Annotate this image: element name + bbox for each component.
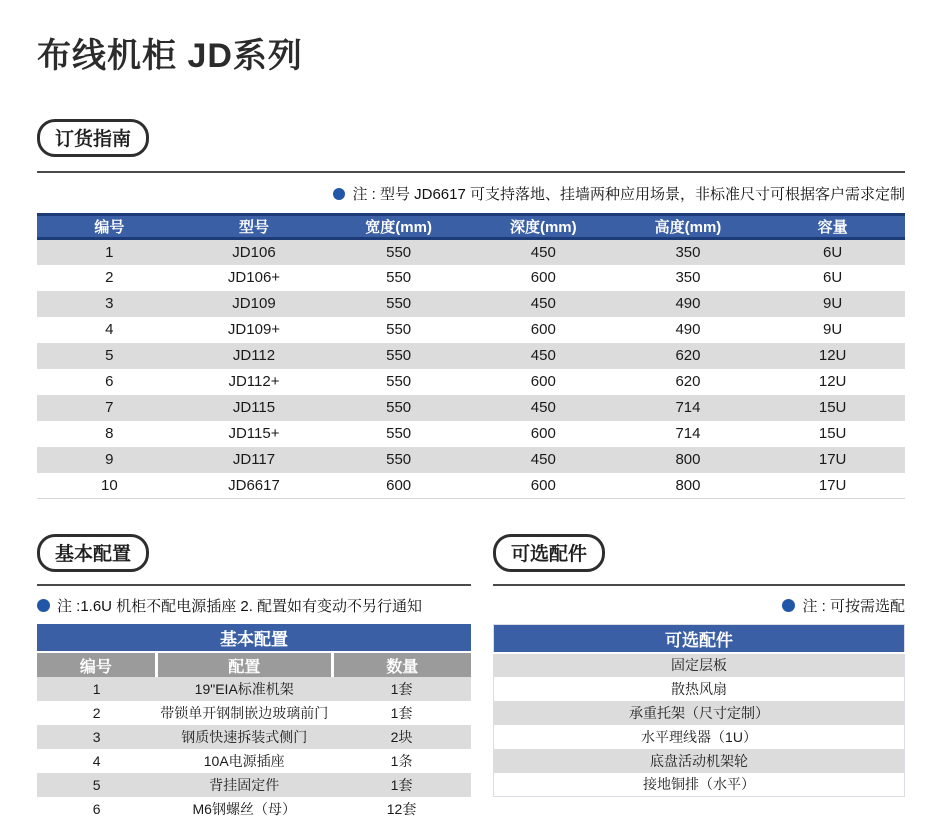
table-cell: 600 — [530, 373, 556, 390]
table-cell: 17U — [760, 473, 905, 499]
basic-config-table-title: 基本配置 — [37, 624, 471, 652]
table-cell: 620 — [616, 343, 761, 369]
basic-config-header-row — [37, 652, 471, 677]
table-cell: JD115+ — [228, 425, 280, 442]
table-cell: 水平理线器（1U） — [641, 728, 757, 745]
table-row — [37, 395, 905, 421]
table-row — [494, 725, 905, 749]
optional-parts-table-title-row — [494, 625, 905, 653]
table-cell: 4 — [92, 753, 101, 769]
ordering-table — [37, 213, 905, 499]
table-cell: 19"EIA标准机架 — [156, 677, 332, 701]
ordering-table-body — [37, 239, 905, 499]
table-row — [494, 749, 905, 773]
page-title: 布线机柜 JD系列 — [37, 37, 303, 75]
table-cell: 490 — [675, 321, 701, 338]
table-row — [37, 317, 905, 343]
optional-parts-badge: 可选配件 — [493, 534, 605, 572]
table-row — [494, 653, 905, 677]
table-row — [37, 473, 905, 499]
table-cell: 550 — [386, 269, 412, 286]
table-cell: 1套 — [332, 677, 471, 701]
table-cell: 550 — [326, 291, 471, 317]
table-cell: JD115 — [182, 395, 327, 421]
bullet-icon — [37, 599, 50, 612]
table-cell: 2 — [105, 269, 114, 286]
bullet-icon — [333, 188, 345, 200]
table-cell: 12套 — [386, 801, 417, 817]
table-cell: JD112+ — [228, 373, 280, 390]
table-row — [37, 749, 471, 773]
table-cell: 12U — [760, 343, 905, 369]
table-row — [37, 291, 905, 317]
table-cell: 6U — [823, 269, 843, 286]
column-header: 编号 — [37, 652, 156, 677]
column-header: 编号 — [37, 215, 182, 239]
table-cell: 490 — [616, 291, 761, 317]
table-cell: 承重托架（尺寸定制） — [494, 701, 905, 725]
table-cell: 350 — [616, 239, 761, 265]
table-cell: 8 — [105, 425, 114, 442]
section-ordering — [37, 77, 905, 499]
table-cell: 3 — [37, 291, 182, 317]
table-row — [37, 343, 905, 369]
ordering-header-row — [37, 215, 905, 239]
basic-config-badge: 基本配置 — [37, 534, 149, 572]
table-cell: 5 — [37, 773, 156, 797]
table-cell: JD109+ — [227, 321, 281, 338]
table-cell: 350 — [675, 269, 701, 286]
table-cell: 钢质快速拆装式侧门 — [156, 725, 332, 749]
optional-parts-table-title: 可选配件 — [494, 625, 905, 653]
table-row — [37, 421, 905, 447]
table-row — [37, 677, 471, 701]
table-cell: 9U — [760, 291, 905, 317]
table-cell: JD117 — [182, 447, 327, 473]
table-row — [37, 369, 905, 395]
table-cell: 550 — [326, 447, 471, 473]
optional-parts-divider — [493, 584, 905, 586]
table-cell: 714 — [616, 395, 761, 421]
table-cell: 450 — [471, 447, 616, 473]
table-cell: 4 — [105, 321, 114, 338]
section-basic-config — [37, 534, 471, 821]
table-cell: JD106+ — [227, 269, 281, 286]
table-row — [37, 701, 471, 725]
table-cell: 2块 — [332, 725, 471, 749]
table-cell: 550 — [386, 373, 412, 390]
optional-parts-table-head — [494, 625, 905, 653]
table-row — [37, 447, 905, 473]
table-cell: 550 — [386, 425, 412, 442]
ordering-note — [37, 183, 905, 204]
table-cell: JD112 — [182, 343, 327, 369]
table-cell: 固定层板 — [494, 653, 905, 677]
ordering-divider — [37, 171, 905, 173]
table-cell: JD6617 — [182, 473, 327, 499]
table-cell: 600 — [326, 473, 471, 499]
table-row — [37, 773, 471, 797]
table-cell: 450 — [471, 239, 616, 265]
table-row — [37, 725, 471, 749]
optional-parts-table-body — [494, 653, 905, 797]
column-header: 高度(mm) — [616, 215, 761, 239]
table-cell: 2 — [92, 705, 101, 721]
table-cell: 450 — [471, 291, 616, 317]
table-cell: 800 — [616, 447, 761, 473]
table-row — [494, 677, 905, 701]
table-cell: 9 — [37, 447, 182, 473]
basic-config-divider — [37, 584, 471, 586]
table-row — [37, 797, 471, 821]
bullet-icon — [782, 599, 795, 612]
table-cell: 接地铜排（水平） — [643, 776, 755, 793]
table-cell: 1 — [37, 677, 156, 701]
table-cell: 1套 — [332, 773, 471, 797]
table-cell: 10 — [37, 473, 182, 499]
table-cell: 6 — [92, 801, 101, 817]
table-cell: JD109 — [182, 291, 327, 317]
table-cell: 底盘活动机架轮 — [494, 749, 905, 773]
table-cell: 散热风扇 — [671, 680, 727, 697]
ordering-note-text: 注 : 型号 JD6617 可支持落地、挂墙两种应用场景，非标准尺寸可根据客户需求定制 — [352, 186, 905, 203]
basic-config-note — [37, 595, 471, 616]
table-cell: 714 — [675, 425, 701, 442]
optional-parts-note-text: 注 : 可按需选配 — [802, 598, 905, 615]
table-cell: 9U — [823, 321, 843, 338]
section-optional-parts — [493, 534, 905, 821]
basic-config-table-body — [37, 677, 471, 821]
table-cell: 600 — [530, 425, 556, 442]
table-cell: 600 — [530, 269, 556, 286]
table-cell: JD106 — [182, 239, 327, 265]
table-cell: 3 — [37, 725, 156, 749]
basic-config-note-text: 注 :1.6U 机柜不配电源插座 2. 配置如有变动不另行通知 — [57, 598, 423, 615]
table-cell: 15U — [760, 395, 905, 421]
table-cell: 550 — [326, 395, 471, 421]
column-header: 型号 — [182, 215, 327, 239]
ordering-table-head — [37, 215, 905, 239]
table-cell: 620 — [675, 373, 701, 390]
table-cell: 550 — [386, 321, 412, 338]
column-header: 配置 — [156, 652, 332, 677]
table-cell: 6 — [105, 373, 114, 390]
table-cell: 550 — [326, 343, 471, 369]
table-cell: 450 — [471, 343, 616, 369]
table-cell: 450 — [471, 395, 616, 421]
optional-parts-table — [493, 624, 905, 797]
table-cell: 10A电源插座 — [203, 753, 285, 769]
table-cell: 550 — [326, 239, 471, 265]
table-row — [37, 239, 905, 265]
table-cell: 12U — [818, 373, 847, 390]
table-cell: 600 — [530, 321, 556, 338]
table-cell: 600 — [471, 473, 616, 499]
ordering-badge: 订货指南 — [37, 119, 149, 157]
table-cell: 5 — [37, 343, 182, 369]
table-cell: 15U — [818, 425, 847, 442]
optional-parts-note — [493, 595, 905, 616]
table-cell: 17U — [760, 447, 905, 473]
table-cell: 1套 — [390, 705, 413, 721]
table-cell: M6钢螺丝（母） — [192, 801, 296, 817]
table-row — [37, 265, 905, 291]
column-header: 深度(mm) — [471, 215, 616, 239]
table-cell: 6U — [760, 239, 905, 265]
basic-config-table-title-row — [37, 624, 471, 652]
table-cell: 背挂固定件 — [156, 773, 332, 797]
column-header: 数量 — [332, 652, 471, 677]
table-cell: 1 — [37, 239, 182, 265]
column-header: 宽度(mm) — [326, 215, 471, 239]
basic-config-table — [37, 624, 471, 821]
column-header: 容量 — [760, 215, 905, 239]
table-cell: 带锁单开钢制嵌边玻璃前门 — [160, 705, 329, 721]
table-cell: 800 — [616, 473, 761, 499]
table-cell: 1条 — [390, 753, 413, 769]
table-row — [494, 701, 905, 725]
basic-config-table-head — [37, 624, 471, 677]
bottom-sections — [37, 534, 905, 821]
table-row — [494, 773, 905, 797]
table-cell: 7 — [37, 395, 182, 421]
